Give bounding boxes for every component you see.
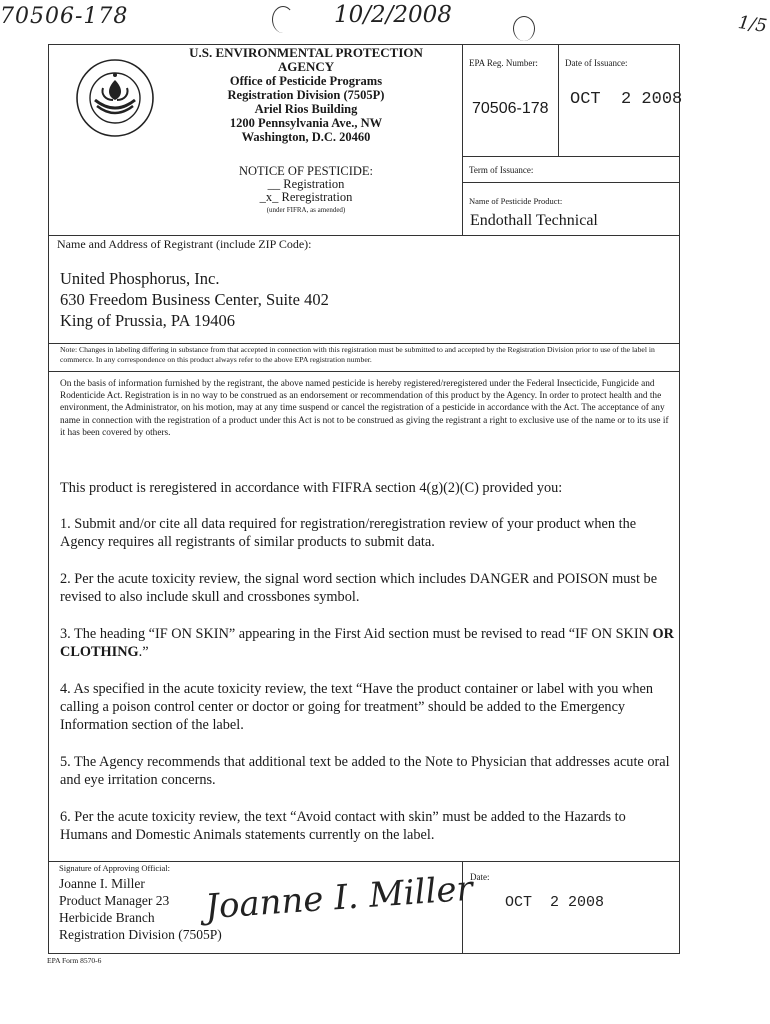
divider-term	[462, 182, 680, 183]
signer-name: Joanne I. Miller	[59, 876, 145, 891]
condition-item-3	[60, 625, 674, 661]
agency-line-2: AGENCY	[277, 59, 335, 74]
divider-registrant-bottom	[48, 343, 680, 344]
hand-circle-left	[272, 6, 294, 33]
reg-number-value: 70506-178	[472, 100, 549, 117]
footer-date-label: Date:	[470, 872, 490, 882]
registrant-street: 630 Freedom Business Center, Suite 402	[60, 290, 329, 309]
divider-right-column	[462, 44, 463, 235]
condition-item-2: 2. Per the acute toxicity review, the signal word section which includes DANGER and POISON must be revised to also include skull and crossbones symbol.	[60, 571, 658, 605]
signature-label: Signature of Approving Official:	[59, 863, 171, 873]
basis-paragraph: On the basis of information furnished by the registrant, the above named pesticide is hereby registered/reregistered under the Federal Insecticide, Fungicide and Rodenticide Act. Registration is in no way to be construed as an endorsement or recommendation of this product by the Agency. In order to protect health and the environment, the Administrator, on his motion, may at any time suspend or cancel the registration of a pesticide in accordance with the Act. The acceptance of any name in connection with the registration of a product under this Act is not to be construed as giving the registrant a right to exclusive use of the name or to its use if it has been covered by others.	[60, 379, 669, 438]
issuance-date-stamp: OCT 2 2008	[570, 90, 683, 109]
condition-item-3-text: 3. The heading “IF ON SKIN” appearing in the First Aid section must be revised to read “IF ON SKIN	[60, 626, 653, 642]
signer-block	[59, 875, 222, 943]
signature-handwritten: Joanne I. Miller	[203, 868, 475, 928]
divider-footer-top	[48, 861, 680, 862]
condition-item-3-end: .”	[138, 644, 149, 660]
labeling-note: Note: Changes in labeling differing in substance from that accepted in connection with this registration must be submitted to and accepted by the Registration Division prior to use of the label in commerce. In any correspondence on this product always refer to the above EPA registration number.	[60, 345, 655, 364]
notice-title: NOTICE OF PESTICIDE:	[238, 164, 374, 178]
epa-seal	[75, 58, 155, 138]
form-number: EPA Form 8570-6	[47, 956, 102, 965]
notice-option-reregistration: _x_ Reregistration	[259, 190, 353, 204]
agency-line-7: Washington, D.C. 20460	[241, 130, 371, 144]
agency-line-4: Registration Division (7505P)	[227, 88, 385, 102]
handwritten-file-number: 70506-178	[0, 4, 129, 29]
handwritten-date: 10/2/2008	[334, 2, 452, 28]
divider-header-right	[462, 156, 680, 157]
term-label: Term of Issuance:	[469, 165, 534, 175]
handwritten-page-mark: 1/5	[736, 12, 769, 37]
notice-block	[150, 165, 462, 217]
divider-note-bottom	[48, 371, 680, 372]
notice-footnote: (under FIFRA, as amended)	[266, 206, 346, 214]
notice-option-registration: __ Registration	[267, 177, 345, 191]
condition-item-1: 1. Submit and/or cite all data required for registration/reregistration review of your product when the Agency requires all registrants of similar products to submit data.	[60, 516, 637, 550]
signer-branch: Herbicide Branch	[59, 910, 155, 925]
registrant-address	[60, 268, 329, 331]
registrant-label: Name and Address of Registrant (include ZIP Code):	[57, 237, 312, 251]
agency-block	[150, 46, 462, 144]
agency-line-1: U.S. ENVIRONMENTAL PROTECTION	[189, 45, 423, 60]
registrant-name: United Phosphorus, Inc.	[60, 269, 220, 288]
agency-line-3: Office of Pesticide Programs	[229, 74, 383, 88]
product-name-label: Name of Pesticide Product:	[469, 196, 563, 206]
condition-item-5: 5. The Agency recommends that additional text be added to the Note to Physician that addresses acute oral and eye irritation concerns.	[60, 754, 670, 788]
issuance-date-label: Date of Issuance:	[565, 58, 628, 68]
agency-line-5: Ariel Rios Building	[254, 102, 358, 116]
condition-item-4: 4. As specified in the acute toxicity review, the text “Have the product container or label with you when calling a poison control center or doctor or going for treatment” should be added to the Emergency Information section of the label.	[60, 681, 653, 733]
condition-item-6: 6. Per the acute toxicity review, the text “Avoid contact with skin” must be added to the Hazards to Humans and Domestic Animals statements currently on the label.	[60, 809, 626, 843]
reg-number-label: EPA Reg. Number:	[469, 58, 538, 68]
agency-line-6: 1200 Pennsylvania Ave., NW	[229, 116, 383, 130]
hand-circle-right	[513, 16, 535, 41]
footer-date-stamp: OCT 2 2008	[505, 894, 605, 911]
divider-header-bottom	[48, 235, 680, 236]
product-name-value: Endothall Technical	[470, 212, 598, 229]
condition-item-3-emphasis: OR CLOTHING	[60, 626, 674, 660]
signer-division: Registration Division (7505P)	[59, 927, 222, 942]
divider-date-column	[558, 44, 559, 156]
signer-title: Product Manager 23	[59, 893, 170, 908]
registrant-city: King of Prussia, PA 19406	[60, 311, 235, 330]
reregistration-intro: This product is reregistered in accordance with FIFRA section 4(g)(2)(C) provided you:	[60, 480, 563, 496]
